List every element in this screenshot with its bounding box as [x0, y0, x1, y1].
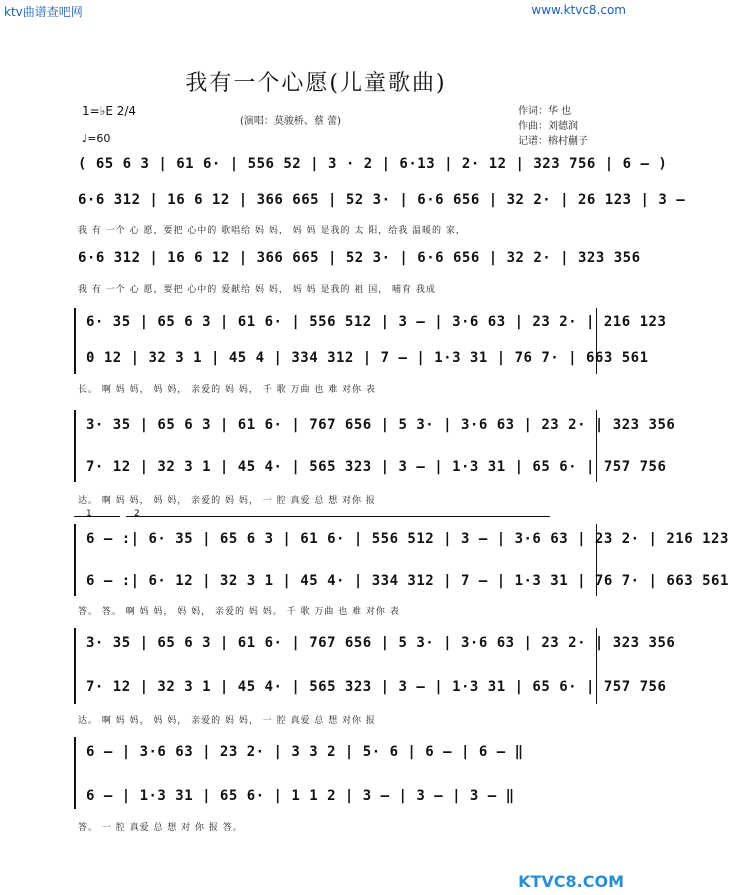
- chorus3-upper-notes: 6 – :| 6· 35 | 65 6 3 | 61 6· | 556 512 | 3 – | 3·6 63 | 23 2· | 216 123: [86, 531, 729, 547]
- transcriber-credit: 记谱：榕村蒯子: [518, 136, 588, 147]
- chorus4-lyrics: 达。 啊 妈 妈， 妈 妈， 亲爱的 妈 妈， 一 腔 真爱 总 想 对你 报: [78, 716, 376, 726]
- ending-lyrics: 答。 一 腔 真爱 总 想 对 你 报 答。: [78, 823, 243, 833]
- ending-lower-notes: 6 – | 1·3 31 | 65 6· | 1 1 2 | 3 – | 3 – | 3 – ‖: [86, 788, 515, 804]
- chorus2-lyrics: 达。 啊 妈 妈， 妈 妈， 亲爱的 妈 妈， 一 腔 真爱 总 想 对你 报: [78, 496, 376, 506]
- volta-2-label: 2: [134, 509, 140, 519]
- system-bracket: [74, 308, 76, 374]
- watermark-top-right: www.ktvc8.com: [531, 3, 626, 17]
- system-bracket: [74, 410, 76, 482]
- composer-credit: 作曲：刘德润: [518, 121, 578, 132]
- intro-notes: ( 65 6 3 | 61 6· | 556 52 | 3 · 2 | 6·13 | 2· 12 | 323 756 | 6 – ): [78, 156, 668, 172]
- singer-credit: (演唱：莫骏桥、蔡 蕾): [240, 116, 341, 127]
- key-signature: 1=♭E 2/4: [82, 104, 137, 118]
- chorus1-lyrics: 长。 啊 妈 妈， 妈 妈， 亲爱的 妈 妈， 千 歌 万曲 也 难 对你 表: [78, 385, 376, 395]
- chorus3-lower-notes: 6 – :| 6· 12 | 32 3 1 | 45 4· | 334 312 | 7 – | 1·3 31 | 76 7· | 663 561: [86, 573, 729, 589]
- chorus1-lower-notes: 0 12 | 32 3 1 | 45 4 | 334 312 | 7 – | 1·3 31 | 76 7· | 663 561: [86, 350, 649, 366]
- tempo-marking: ♩=60: [82, 132, 111, 145]
- chorus2-upper-notes: 3· 35 | 65 6 3 | 61 6· | 767 656 | 5 3· | 3·6 63 | 23 2· | 323 356: [86, 417, 676, 433]
- verse2-lyrics: 我 有 一个 心 愿，要把 心中的 爱献给 妈 妈， 妈 妈 是我的 祖 国， 哺育 我成: [78, 285, 436, 295]
- volta-1-bracket: [74, 516, 120, 517]
- system-bracket: [74, 737, 76, 809]
- page-title: 我有一个心愿(儿童歌曲): [185, 71, 447, 96]
- watermark-bottom-right: KTVC8.COM: [518, 872, 624, 891]
- chorus1-upper-notes: 6· 35 | 65 6 3 | 61 6· | 556 512 | 3 – | 3·6 63 | 23 2· | 216 123: [86, 314, 667, 330]
- ending-upper-notes: 6 – | 3·6 63 | 23 2· | 3 3 2 | 5· 6 | 6 – | 6 – ‖: [86, 744, 524, 760]
- lyricist-credit: 作词：华 也: [518, 106, 572, 117]
- verse1-lyrics: 我 有 一个 心 愿，要把 心中的 歌唱给 妈 妈， 妈 妈 是我的 太 阳，给我 温暖的 家，: [78, 226, 466, 236]
- chorus2-lower-notes: 7· 12 | 32 3 1 | 45 4· | 565 323 | 3 – | 1·3 31 | 65 6· | 757 756: [86, 459, 667, 475]
- chorus3-lyrics: 答。 答。 啊 妈 妈， 妈 妈， 亲爱的 妈 妈。 千 歌 万曲 也 难 对你 表: [78, 607, 400, 617]
- chorus4-upper-notes: 3· 35 | 65 6 3 | 61 6· | 767 656 | 5 3· | 3·6 63 | 23 2· | 323 356: [86, 635, 676, 651]
- volta-1-label: 1: [86, 509, 92, 519]
- verse2-notes: 6·6 312 | 16 6 12 | 366 665 | 52 3· | 6·6 656 | 32 2· | 323 356: [78, 250, 641, 266]
- volta-2-bracket: [126, 516, 550, 517]
- chorus4-lower-notes: 7· 12 | 32 3 1 | 45 4· | 565 323 | 3 – | 1·3 31 | 65 6· | 757 756: [86, 679, 667, 695]
- watermark-top-left: ktv曲谱查吧网: [4, 5, 83, 19]
- system-bracket: [74, 628, 76, 704]
- verse1-notes: 6·6 312 | 16 6 12 | 366 665 | 52 3· | 6·6 656 | 32 2· | 26 123 | 3 –: [78, 192, 686, 208]
- system-bracket: [74, 524, 76, 596]
